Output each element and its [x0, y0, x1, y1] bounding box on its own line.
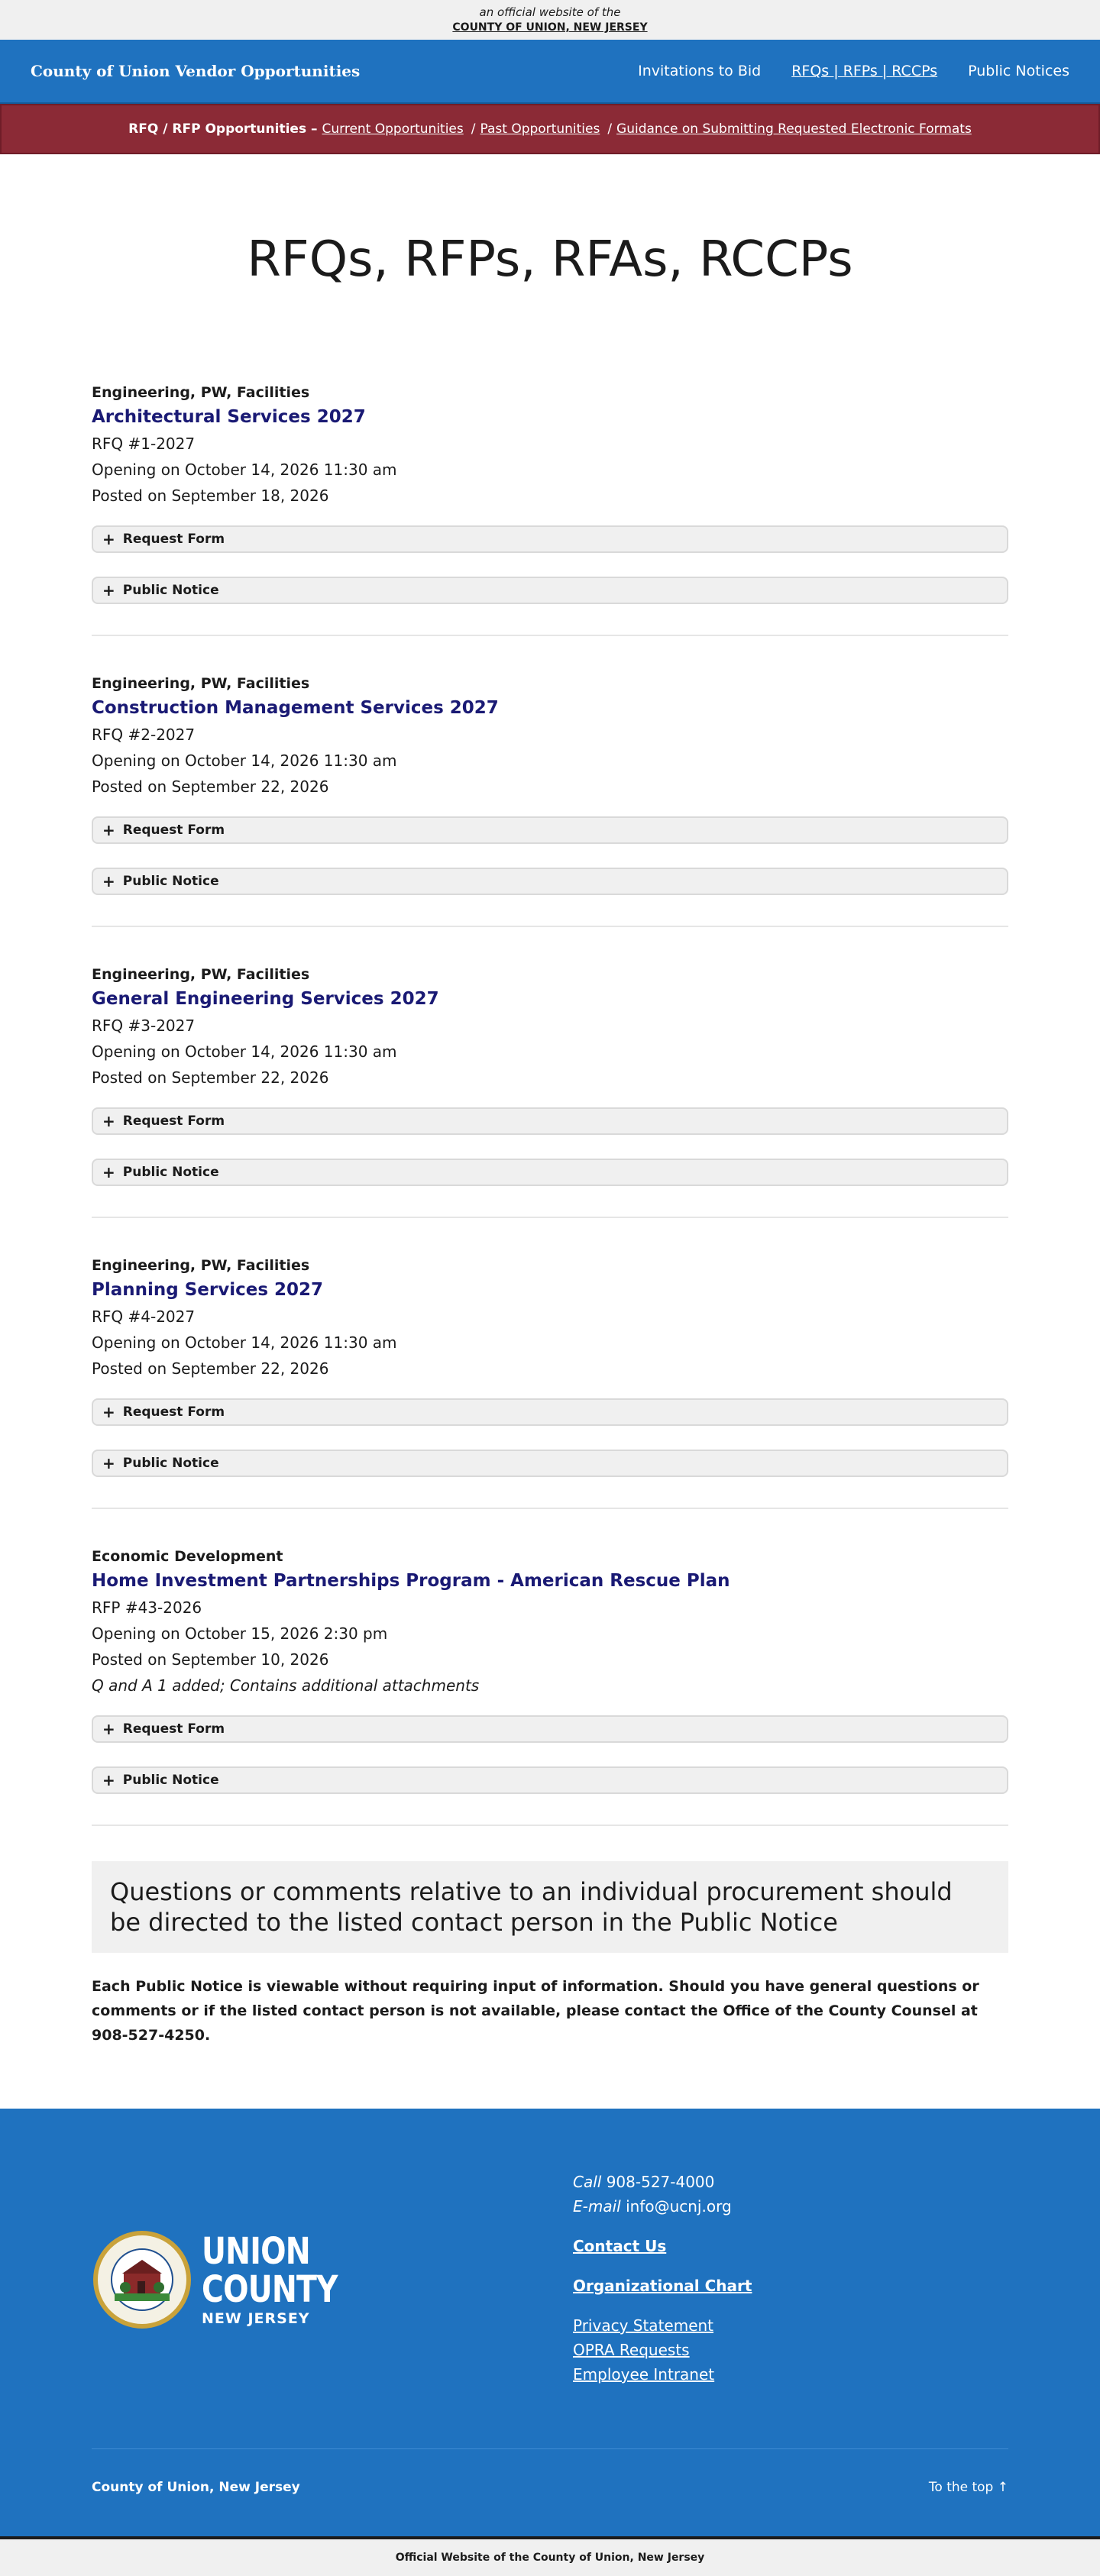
main-nav: [638, 63, 1069, 79]
plus-icon: +: [102, 1771, 115, 1789]
public-notice-accordion[interactable]: [92, 577, 1008, 604]
entry-number: RFP #43-2026: [92, 1598, 202, 1617]
entry-posted-date: Posted on September 22, 2026: [92, 1068, 329, 1087]
entry-title-link[interactable]: Planning Services 2027: [92, 1280, 324, 1300]
entry-opening-date: Opening on October 14, 2026 11:30 am: [92, 1042, 397, 1061]
accordion-label: Public Notice: [122, 1456, 219, 1471]
county-logo[interactable]: [92, 2173, 367, 2387]
site-footer: [0, 2109, 1100, 2536]
entry-category: Engineering, PW, Facilities: [92, 966, 310, 983]
entry-number: RFQ #1-2027: [92, 435, 196, 453]
accordion-label: Request Form: [122, 1404, 225, 1420]
public-notice-accordion[interactable]: [92, 868, 1008, 895]
subnav-past-opportunities[interactable]: Past Opportunities: [480, 121, 600, 137]
entry-category: Engineering, PW, Facilities: [92, 384, 310, 401]
site-title[interactable]: County of Union Vendor Opportunities: [31, 62, 361, 80]
entry-posted-date: Posted on September 18, 2026: [92, 486, 329, 505]
entry-number: RFQ #3-2027: [92, 1017, 196, 1035]
accordion-label: Public Notice: [122, 1165, 219, 1180]
plus-icon: +: [102, 821, 115, 839]
footer-bottom: [92, 2448, 1008, 2495]
nav-rfqs-rfps-rccps[interactable]: RFQs | RFPs | RCCPs: [791, 63, 938, 79]
entry-opening-date: Opening on October 15, 2026 2:30 pm: [92, 1624, 388, 1643]
brand-new-jersey: NEW JERSEY: [202, 2310, 310, 2327]
subnav-lead: RFQ / RFP Opportunities –: [128, 121, 318, 137]
subnav-guidance[interactable]: Guidance on Submitting Requested Electronic Formats: [616, 121, 972, 137]
opportunity-entry: [92, 1546, 1008, 1826]
plus-icon: +: [102, 530, 115, 548]
entry-number: RFQ #2-2027: [92, 726, 196, 744]
accordion-label: Request Form: [122, 1721, 225, 1737]
plus-icon: +: [102, 872, 115, 890]
footer-county-name: County of Union, New Jersey: [92, 2480, 300, 2495]
plus-icon: +: [102, 1163, 115, 1181]
entry-posted-date: Posted on September 22, 2026: [92, 777, 329, 796]
bottom-official-text: Official Website of the County of Union, New Jersey: [395, 2552, 705, 2564]
contact-callout: [92, 1861, 1008, 1953]
entry-note: Q and A 1 added; Contains additional attachments: [92, 1676, 480, 1695]
public-notice-accordion[interactable]: [92, 1159, 1008, 1186]
org-chart-link[interactable]: Organizational Chart: [573, 2277, 752, 2295]
subnav-current-opportunities[interactable]: Current Opportunities: [322, 121, 464, 137]
request-form-accordion[interactable]: [92, 1715, 1008, 1743]
official-banner: [0, 0, 1100, 40]
footer-contact: [573, 2170, 1008, 2387]
entry-opening-date: Opening on October 14, 2026 11:30 am: [92, 1333, 397, 1352]
entry-category: Economic Development: [92, 1548, 283, 1565]
call-label: Call: [573, 2173, 602, 2191]
request-form-accordion[interactable]: [92, 525, 1008, 553]
accordion-label: Request Form: [122, 1113, 225, 1129]
official-banner-line2[interactable]: COUNTY OF UNION, NEW JERSEY: [452, 21, 648, 34]
brand-county: COUNTY: [202, 2268, 338, 2311]
opportunity-entry: [92, 964, 1008, 1218]
entry-title-link[interactable]: Home Investment Partnerships Program - American Rescue Plan: [92, 1571, 730, 1591]
entry-title-link[interactable]: Architectural Services 2027: [92, 407, 366, 427]
entry-category: Engineering, PW, Facilities: [92, 675, 310, 692]
accordion-label: Public Notice: [122, 583, 219, 598]
accordion-label: Public Notice: [122, 1773, 219, 1788]
plus-icon: +: [102, 1720, 115, 1738]
accordion-label: Request Form: [122, 823, 225, 838]
nav-invitations-to-bid[interactable]: Invitations to Bid: [638, 63, 762, 79]
opportunity-entry: [92, 382, 1008, 636]
callout-text: Questions or comments relative to an individual procurement should be directed to the listed contact person in the Public Notice: [110, 1877, 953, 1937]
plus-icon: +: [102, 1403, 115, 1421]
to-top-link[interactable]: To the top ↑: [928, 2480, 1008, 2495]
accordion-label: Public Notice: [122, 874, 219, 889]
page-title: RFQs, RFPs, RFAs, RCCPs: [247, 231, 853, 288]
email-label: E-mail: [573, 2197, 621, 2216]
sub-nav: [0, 104, 1100, 154]
county-seal-icon: [92, 2229, 192, 2330]
opportunity-entry: [92, 673, 1008, 927]
opra-requests-link[interactable]: OPRA Requests: [573, 2341, 690, 2359]
plus-icon: +: [102, 1112, 115, 1130]
plus-icon: +: [102, 581, 115, 600]
call-number[interactable]: 908-527-4000: [606, 2173, 715, 2191]
entry-number: RFQ #4-2027: [92, 1307, 196, 1326]
site-header: [0, 40, 1100, 104]
entry-title-link[interactable]: General Engineering Services 2027: [92, 989, 439, 1009]
employee-intranet-link[interactable]: Employee Intranet: [573, 2365, 715, 2384]
plus-icon: +: [102, 1454, 115, 1472]
brand-union: UNION: [202, 2230, 310, 2273]
public-notice-accordion[interactable]: [92, 1766, 1008, 1794]
privacy-statement-link[interactable]: Privacy Statement: [573, 2316, 714, 2335]
request-form-accordion[interactable]: [92, 816, 1008, 844]
accordion-label: Request Form: [122, 532, 225, 547]
entry-category: Engineering, PW, Facilities: [92, 1257, 310, 1274]
opportunity-entry: [92, 1255, 1008, 1509]
nav-public-notices[interactable]: Public Notices: [968, 63, 1069, 79]
public-notice-accordion[interactable]: [92, 1450, 1008, 1477]
entry-posted-date: Posted on September 22, 2026: [92, 1359, 329, 1378]
subnav-separator: /: [471, 121, 476, 137]
request-form-accordion[interactable]: [92, 1398, 1008, 1426]
subnav-separator: /: [607, 121, 613, 137]
bottom-official-bar: [0, 2536, 1100, 2576]
entry-opening-date: Opening on October 14, 2026 11:30 am: [92, 751, 397, 770]
entry-posted-date: Posted on September 10, 2026: [92, 1650, 329, 1669]
official-banner-line1: an official website of the: [479, 5, 621, 19]
entry-opening-date: Opening on October 14, 2026 11:30 am: [92, 461, 397, 479]
email-address[interactable]: info@ucnj.org: [626, 2197, 732, 2216]
entry-title-link[interactable]: Construction Management Services 2027: [92, 698, 499, 718]
request-form-accordion[interactable]: [92, 1107, 1008, 1135]
general-info-text: Each Public Notice is viewable without requiring input of information. Should you have general questions or comments or if the listed contact person is not available, please contact the Office of the County Counsel at 908-527-4250.: [92, 1978, 979, 2044]
main-content: [92, 154, 1008, 2109]
contact-us-link[interactable]: Contact Us: [573, 2237, 667, 2255]
